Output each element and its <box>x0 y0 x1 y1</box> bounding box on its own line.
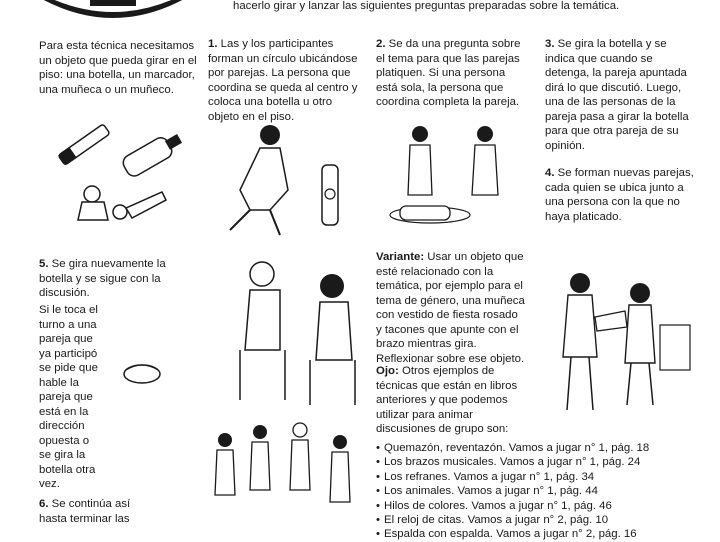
circle-people-illustration <box>205 410 365 525</box>
bottle-spin-illustration <box>118 350 168 390</box>
step-5: 5. Se gira nuevamente la botella y se sigue con la discusión. <box>39 258 166 299</box>
list-item: • Los brazos musicales. Vamos a jugar n° 1, pág. 24 <box>376 455 649 469</box>
step-3: 3. Se gira la botella y se indica que cuando se detenga, la pareja apuntada dirá lo que discutió. Luego, una de las personas de la pareja pasa a girar la botella para que otra pareja de su opinión. <box>545 38 689 152</box>
examples-list <box>376 441 649 542</box>
header-text: hacerlo girar y lanzar las siguientes preguntas preparadas sobre la temática. <box>233 0 620 12</box>
step-6: 6. Se continúa así hasta terminar las <box>39 498 131 525</box>
seated-couple-illustration <box>210 250 370 410</box>
list-item: • El reloj de citas. Vamos a jugar n° 2, pág. 10 <box>376 513 649 527</box>
couple-reading-illustration <box>535 265 695 420</box>
step-1: 1. Las y los participantes forman un círculo ubicándose por parejas. La persona que coordina se queda al centro y coloca una botella u otro objeto en el piso. <box>208 38 358 123</box>
list-item: • Los animales. Vamos a jugar n° 1, pág. 44 <box>376 484 649 498</box>
step-2: 2. Se da una pregunta sobre el tema para que las parejas platiquen. Si una persona está sola, la persona que coordina completa la pareja. <box>376 38 521 108</box>
list-item: • Quemazón, reventazón. Vamos a jugar n° 1, pág. 18 <box>376 441 649 455</box>
kneeling-person-illustration <box>210 120 360 245</box>
step-5-extra: Si le toca el turno a una pareja que ya participó se pide que hable la pareja que está en la dirección opuesta o se gira la botella otra vez. <box>39 304 98 490</box>
objects-illustration <box>52 116 192 226</box>
variante-block: Variante: Usar un objeto que esté relacionado con la temática, por ejemplo para el tema de género, una muñeca con vestido de fiesta rosado y tacones que apunte con el brazo mientras gira. Reflexionar sobre ese objeto. <box>376 251 525 365</box>
group-illustration <box>380 120 530 235</box>
list-item: • Los refranes. Vamos a jugar n° 1, pág. 34 <box>376 470 649 484</box>
badge-logo-icon <box>38 0 188 24</box>
list-item: • Espalda con espalda. Vamos a jugar n° 2, pág. 16 <box>376 527 649 541</box>
list-item: • Hilos de colores. Vamos a jugar n° 1, pág. 46 <box>376 499 649 513</box>
step-4: 4. Se forman nuevas parejas, cada quien se ubica junto a una persona con la que no haya platicado. <box>545 167 694 223</box>
ojo-block: Ojo: Otros ejemplos de técnicas que están en libros anteriores y que podemos utilizar para animar discusiones de grupo son: <box>376 365 518 435</box>
intro-text: Para esta técnica necesitamos un objeto que pueda girar en el piso: una botella, un marcador, una muñeca o un muñeco. <box>39 40 197 96</box>
